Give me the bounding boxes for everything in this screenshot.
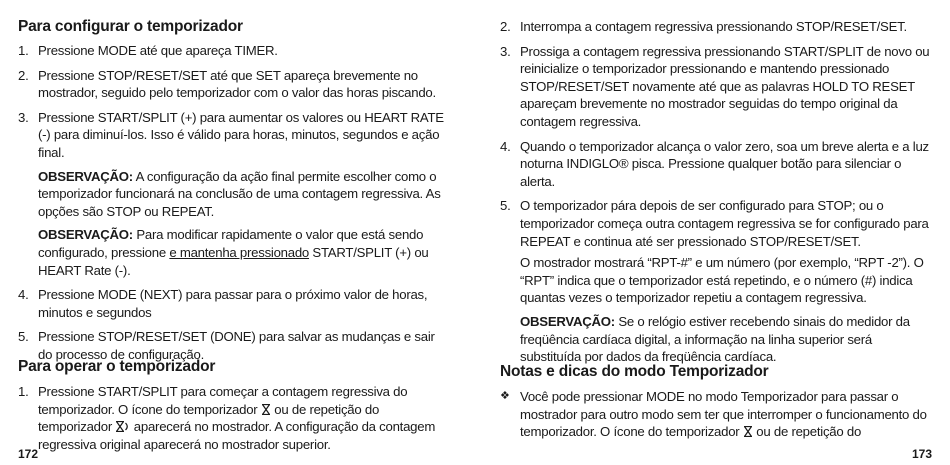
list-item: 2. Interrompa a contagem regressiva pressionando STOP/RESET/SET. <box>500 19 907 34</box>
list-item: 1. Pressione START/SPLIT para começar a contagem regressiva do temporizador. O ícone do temporizador ou de repetição do temporizador aparecerá no mostrador. A configuração da contagem regressiva original aparecerá no mostrador superior. <box>18 384 436 452</box>
list-item: 4. Quando o temporizador alcança o valor zero, soa um breve alerta e a luz noturna INDIGLO® pisca. Pressione qualquer botão para silenciar o alerta. <box>500 138 929 189</box>
notes-list <box>500 388 932 448</box>
hourglass-icon <box>743 426 753 437</box>
section-heading-notes: Notas e dicas do modo Temporizador <box>500 363 769 380</box>
operate-steps-continued <box>500 18 932 373</box>
list-item: 4. Pressione MODE (NEXT) para passar para o próximo valor de horas, minutos e segundos <box>18 287 428 320</box>
section-heading-operate: Para operar o temporizador <box>18 358 216 375</box>
hourglass-icon <box>261 404 271 415</box>
list-item: 1. Pressione MODE até que apareça TIMER. <box>18 43 278 58</box>
paragraph: O mostrador mostrará “RPT-#” e um número (por exemplo, “RPT -2”). O “RPT” indica que o temporizador está repetindo, e o número (#) indica quantas vezes o temporizador repetiu a contagem regressiva. <box>520 255 924 306</box>
list-item: 2. Pressione STOP/RESET/SET até que SET apareça brevemente no mostrador, seguido pelo temporizador com o valor das horas piscando. <box>18 67 436 101</box>
note: OBSERVAÇÃO: Para modificar rapidamente o valor que está sendo configurado, pressione e mantenha pressionado START/SPLIT (+) ou HEART Rate (-). <box>38 227 429 278</box>
hourglass-repeat-icon <box>115 421 130 432</box>
page-number-left: 172 <box>18 447 39 461</box>
operate-steps <box>18 383 446 460</box>
configure-steps <box>18 42 446 371</box>
left-page <box>18 0 446 465</box>
diamond-bullet-icon: ❖ <box>500 390 510 402</box>
list-item: 5. Pressione STOP/RESET/SET (DONE) para salvar as mudanças e sair do processo de configuração. <box>18 329 435 362</box>
list-item: ❖ Você pode pressionar MODE no modo Temporizador para passar o mostrador para outro modo sem ter que interromper o funcionamento do temporizador. O ícone do temporizador ou de repetição do <box>500 389 927 440</box>
right-page <box>500 0 932 465</box>
list-item: 3. Pressione START/SPLIT (+) para aumentar os valores ou HEART RATE (-) para diminuí-los. Isso é válido para horas, minutos, segundos e ação final. OBSERVAÇÃO: A configuração da ação final permite escolher como o temporizador funcionará na conclusão de uma contagem regressiva. As opções são STOP ou REPEAT. OBSERVAÇÃO: Para modificar rapidamente o valor que está sendo configurado, pressione e mantenha pressionado START/SPLIT (+) ou HEART Rate (-). <box>18 109 446 279</box>
list-item: 5. O temporizador pára depois de ser configurado para STOP; ou o temporizador começa outra contagem regressiva se for configurado para REPEAT e continua até ser pressionado STOP/RESET/SET. O mostrador mostrará “RPT-#” e um número (por exemplo, “RPT -2”). O “RPT” indica que o temporizador está repetindo, e o número (#) indica quantas vezes o temporizador repetiu a contagem regressiva. OBSERVAÇÃO: Se o relógio estiver recebendo sinais do medidor da freqüência cardíaca digital, a informação na linha superior será substituída por dados da freqüência cardíaca. <box>500 197 932 365</box>
note: OBSERVAÇÃO: Se o relógio estiver recebendo sinais do medidor da freqüência cardíaca digital, a informação na linha superior será substituída por dados da freqüência cardíaca. <box>520 313 910 365</box>
section-heading-configure: Para configurar o temporizador <box>18 18 243 35</box>
list-item: 3. Prossiga a contagem regressiva pressionando START/SPLIT de novo ou reinicialize o temporizador pressionando e mantendo pressionado STOP/RESET/SET novamente até que as palavras HOLD TO RESET apareçam brevemente no mostrador seguidas do tempo original da contagem regressiva. <box>500 43 930 129</box>
note: OBSERVAÇÃO: A configuração da ação final permite escolher como o temporizador funcionará na conclusão de uma contagem regressiva. As opções são STOP ou REPEAT. <box>38 168 441 219</box>
page-number-right: 173 <box>911 447 932 461</box>
